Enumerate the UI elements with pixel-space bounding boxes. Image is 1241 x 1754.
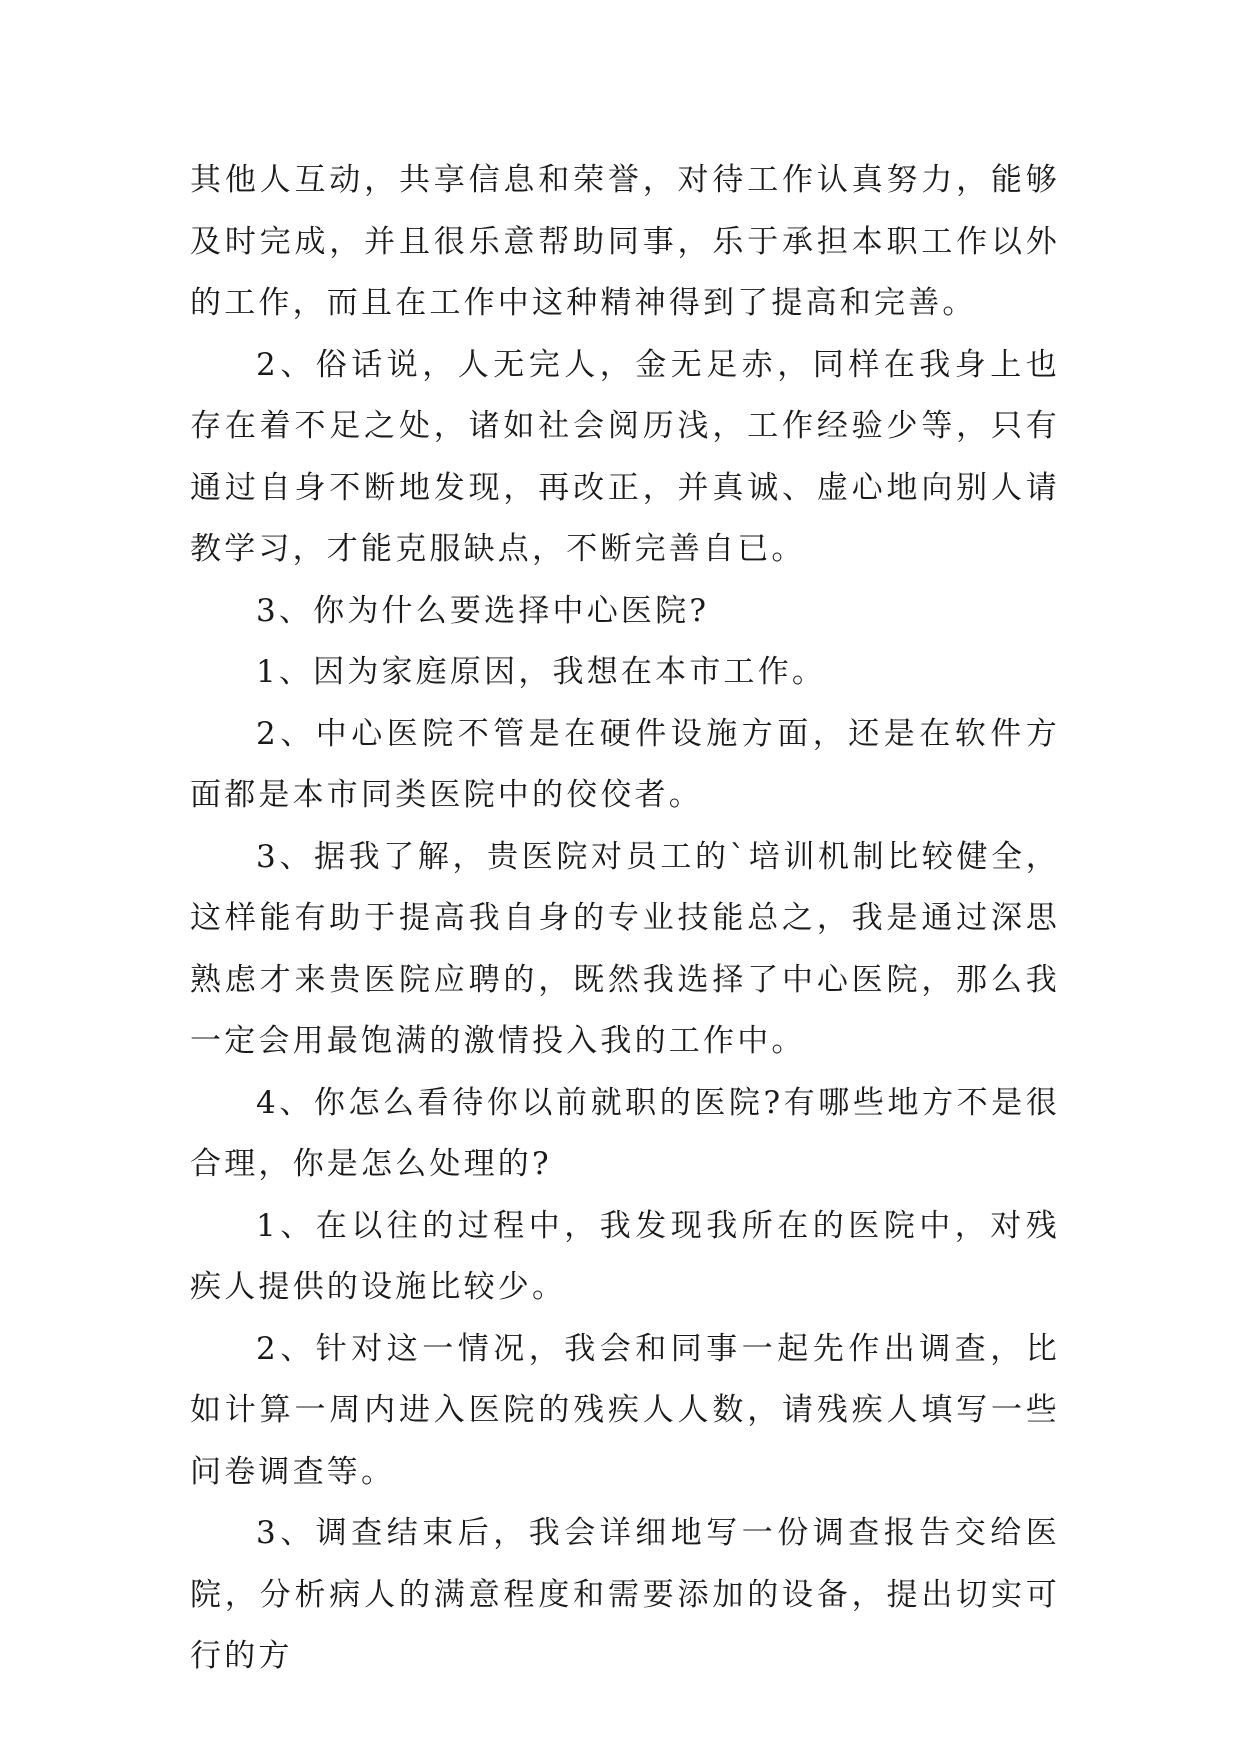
- question-previous-hospital: 4、你怎么看待你以前就职的医院?有哪些地方不是很合理，你是怎么处理的?: [190, 1084, 1060, 1182]
- paragraph-continuation: 其他人互动，共享信息和荣誉，对待工作认真努力，能够及时完成，并且很乐意帮助同事，乐于承担本职工作以外的工作，而且在工作中这种精神得到了提高和完善。: [190, 162, 1060, 321]
- answer-disabled-facilities: 1、在以往的过程中，我发现我所在的医院中，对残疾人提供的设施比较少。: [190, 1207, 1060, 1305]
- answer-hospital-facilities: 2、中心医院不管是在硬件设施方面，还是在软件方面都是本市同类医院中的佼佼者。: [190, 715, 1060, 813]
- answer-training-system: 3、据我了解，贵医院对员工的`培训机制比较健全，这样能有助于提高我自身的专业技能总之，我是通过深思熟虑才来贵医院应聘的，既然我选择了中心医院，那么我一定会用最饱满的激情投入我的工作中。: [190, 838, 1060, 1059]
- question-why-hospital: 3、你为什么要选择中心医院?: [256, 592, 710, 629]
- document-body: [190, 150, 1060, 1688]
- answer-report: 3、调查结束后，我会详细地写一份调查报告交给医院，分析病人的满意程度和需要添加的设备，提出切实可行的方: [190, 1515, 1060, 1674]
- paragraph-self-improvement: 2、俗话说，人无完人，金无足赤，同样在我身上也存在着不足之处，诸如社会阅历浅，工作经验少等，只有通过自身不断地发现，再改正，并真诚、虚心地向别人请教学习，才能克服缺点，不断完善自已。: [190, 346, 1060, 567]
- answer-survey: 2、针对这一情况，我会和同事一起先作出调查，比如计算一周内进入医院的残疾人人数，请残疾人填写一些问卷调查等。: [190, 1330, 1060, 1490]
- answer-family-reason: 1、因为家庭原因，我想在本市工作。: [256, 654, 827, 690]
